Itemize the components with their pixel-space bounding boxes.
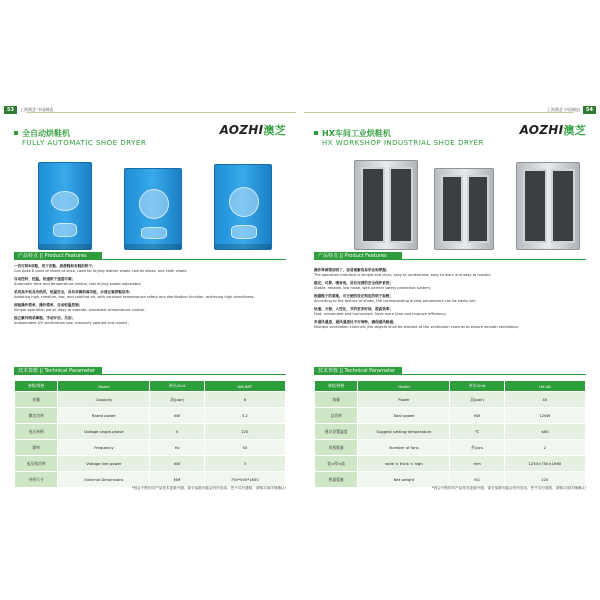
product-title-cn: 全自动烘鞋机 [22,129,70,138]
column-header: 单位/Unit [150,381,204,392]
table-row: 电压线功率 Voltage line power KW 3 [15,456,286,472]
table-row: 频率 Frequency Hz 50 [15,440,286,456]
product-title-en: HX WORKSHOP INDUSTRIAL SHOE DRYER [322,139,484,147]
feature-item: 独立紫外线杀菌箱，手动开启、关闭； Independent UV sterilization box, manually opened and closed ; [14,316,130,326]
product-image-dryer-2 [434,168,494,250]
features-section-header: 产品特点 || Product Features [314,251,586,260]
feature-item: 根据鞋子的质地，可方便的设定相应的烘干参数； According to the texture of shoes, the corresponding drying parameters can be easily set; [314,294,477,304]
table-header-row [15,381,286,392]
table-row: 机器重量 Net weight KG 220 [315,472,586,488]
feature-item: 自动控时、控温，快速烘干速度可调； Automatic time and temperature control, fast drying speed adjustable; [14,277,142,287]
parameter-section-header: 技术参数 || Technical Parameter [14,366,286,375]
brand-logo: AOZHI澳芝 [219,123,286,137]
features-list [314,268,586,333]
column-header: Model [58,381,150,392]
left-page [4,104,296,496]
column-header: 单位/Unit [450,381,504,392]
table-row: 额定功率 Rated power KW 3.2 [15,408,286,424]
header-tag: 上海澳芝 中国制造 [20,107,54,112]
header-rule [304,112,574,113]
column-header: AW-88T [204,381,285,392]
product-image-dryer-3 [214,164,272,250]
column-header: 参数/规格 [15,381,58,392]
table-header-row [315,381,586,392]
product-image-group [18,160,288,250]
column-header: 参数/规格 [315,381,358,392]
product-image-dryer-1 [354,160,418,250]
table-row: 总功率 Total power KW 12KW [315,408,586,424]
header-tag: 上海澳芝 中国制造 [546,107,580,112]
feature-item: 多通风通道，通风通道处不可堆物，确保通风畅通； Multiple ventilation channels (No objects shall be stacked at the ventilation channel to ensure smooth ventilation; [314,320,520,330]
table-row: 风机数量 Number of fans 件/pcs 2 [315,440,586,456]
feature-item: 采用高中低及冷热风，恒温安全，具有杀菌消毒功能，水周过氧烘鞋洁净； Adopting high, medium, low, and cold/hot air, with constant temperature safety and sterilization function, achieving high cleanliness; [14,290,255,300]
product-title-en: FULLY AUTOMATIC SHOE DRYER [22,139,147,147]
footnote: *因会不断的对产品技术更新升级，部分参数可能会有所变动，恕不另行通知，请购买前详细确认! [431,486,586,490]
table-row: 建议设置温度 Suggest setting temperature ℃ ≤60 [315,424,586,440]
title-marker [14,131,18,135]
brand-logo: AOZHI澳芝 [519,123,586,137]
page-number: 54 [583,106,596,114]
table-row: 宽×厚×高 wide × thick × high mm 1250×750×1960 [315,456,586,472]
feature-item: 操作界面简洁明了，容易理解容易学会和掌握； The operation interface is simple and clear, easy to understand, easy to learn and easy to master; [314,268,492,277]
table-row: 容量 Power 双(pair) 40 [315,392,586,408]
parameter-table [314,380,586,488]
page-number: 53 [4,106,17,114]
column-header: HX-48 [504,381,585,392]
parameter-table [14,380,286,488]
feature-item: 快速、方便、人性化，节约更多时间，提高效率； Fast, convenient and humanized. Save more time and improve efficiency; [314,307,447,317]
product-image-dryer-2 [124,168,182,250]
feature-item: 稳定、可靠、噪音低，具有完善的安全保护系统； Stable, reliable, low noise, with perfect safety protection system; [314,281,432,291]
feature-item: 面板操作简单，操作简单，自动恒温控制； Simple operation panel, easy to operate, automatic temperature control ; [14,303,147,313]
table-row: 电压单相 Voltage single-phase V 220 [15,424,286,440]
footnote: *因会不断的对产品技术更新升级，部分参数可能会有所变动，恕不另行通知，请购买前详细确认! [131,486,286,490]
product-image-group [318,160,588,250]
product-image-dryer-1 [38,162,92,250]
column-header: Model [358,381,450,392]
table-row: 外形尺寸 External Dimensions MM 750*590*1650 [15,472,286,488]
product-title-cn: HX车间工业烘鞋机 [322,129,391,138]
product-image-dryer-3 [516,162,580,250]
features-list [14,264,286,329]
feature-item: 一次可烘8双鞋，用于皮鞋、旅游鞋和布鞋的烘干； Can bake 8 pairs of shoes at once, used for drying leather shoes, tourist shoes, and cloth shoes; [14,264,188,273]
title-marker [314,131,318,135]
header-rule [26,112,296,113]
parameter-section-header: 技术参数 || Technical Parameter [314,366,586,375]
right-page [304,104,596,496]
features-section-header: 产品特点 || Product Features [14,251,286,260]
table-row: 容量 Capacity 双(pair) 8 [15,392,286,408]
